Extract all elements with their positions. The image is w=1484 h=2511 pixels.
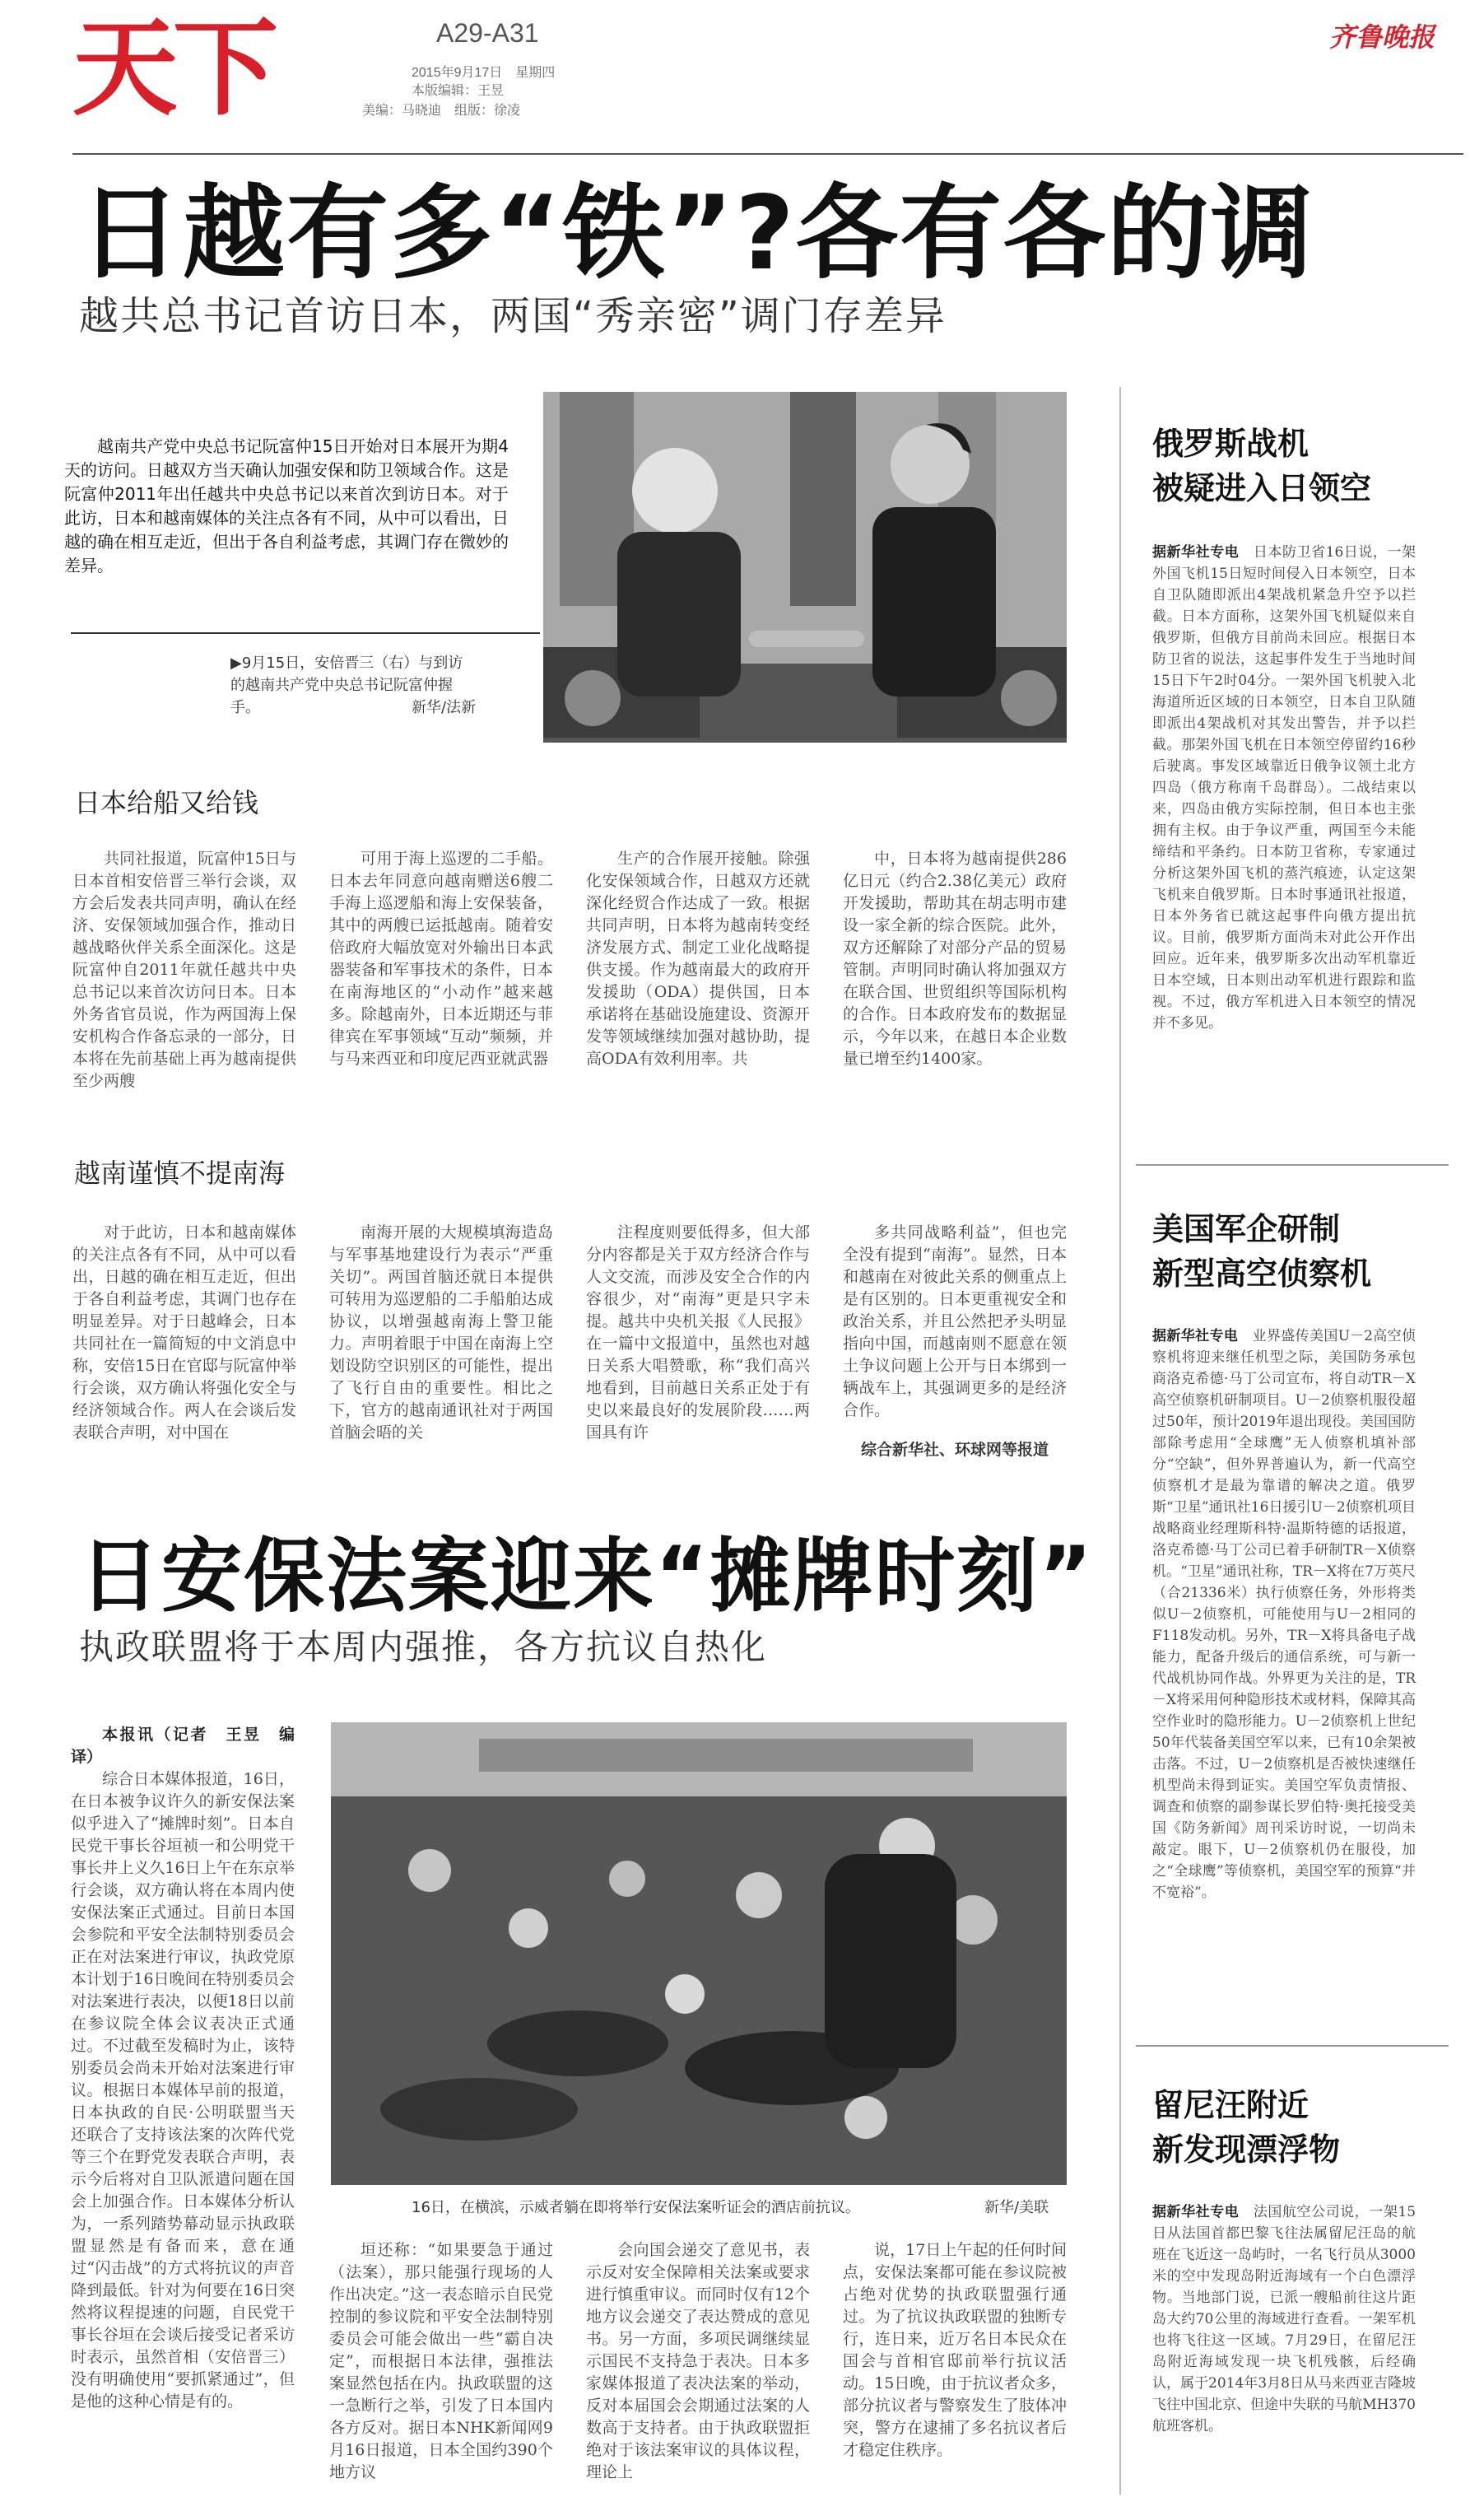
story2-photo-caption: 16日，在横滨，示威者躺在即将举行安保法案听证会的酒店前抗议。 (412, 2199, 860, 2216)
lead-divider (71, 632, 540, 634)
section1-title: 日本给船又给钱 (74, 787, 259, 818)
sidebar-divider (1119, 387, 1121, 2495)
section2-col2: 南海开展的大规模填海造岛与军事基地建设行为表示“严重关切”。两国首脑还就日本提供可转用为巡逻船的二手船舶达成协议，以增强越南海上警卫能力。声明着眼于中国在南海上空划设防空识别区的可能性，提出了飞行自由的重要性。相比之下，官方的越南通讯社对于两国首脑会晤的关 (329, 1223, 553, 1442)
page-range: A29-A31 (436, 18, 539, 48)
story2-photo-credit: 新华/美联 (984, 2199, 1049, 2216)
sidebar-story2-title: 美国军企研制 新型高空侦察机 (1152, 1211, 1372, 1292)
section2-col3: 注程度则要低得多，但大部分内容都是关于双方经济合作与人文交流，而涉及安全合作的内容很少，对“南海”更是只字未提。越共中央机关报《人民报》在一篇中文报道中，虽然也对越日关系大唱赞歌，称“我们高兴地看到，目前越日关系正处于有史以来最良好的发展阶段……两国具有许 (586, 1223, 810, 1442)
sidebar-separator-1 (1136, 1164, 1449, 1166)
page-editor: 本版编辑：王昱 (412, 84, 505, 98)
story1-photo-caption: ▶9月15日，安倍晋三（右）与到访的越南共产党中央总书记阮富仲握手。 (230, 655, 463, 716)
sidebar-story1-body: 据新华社专电 日本防卫省16日说，一架外国飞机15日短时间侵入日本领空，日本自卫队随即派出4架战机紧急升空予以拦截。日本方面称，这架外国飞机疑似来自俄罗斯，但俄方目前尚未回应。根据日本防卫省的说法，这起事件发生于当地时间15日下午2时04分。一架外国飞机驶入北海道所近区域的日本领空，日本自卫队随即派出4架战机对其发出警告，并予以拦截。那架外国飞机在日本领空停留约16秒后驶离。事发区域靠近日俄争议领土北方四岛（俄方称南千岛群岛）。二战结束以来，四岛由俄方实际控制，但日本也主张拥有主权。由于争议严重，两国至今未能缔结和平条约。日本防卫省称，专家通过分析这架外国飞机的蒸汽痕迹，认定这架飞机来自俄罗斯。日本时事通讯社报道，日本外务省已就这起事件向俄方提出抗议。目前，俄罗斯方面尚未对此公开作出回应。近年来，俄罗斯多次出动军机靠近日本空域，日本则出动军机进行跟踪和监视。不过，俄方军机进入日本领空的情况并不多见。 (1152, 544, 1417, 1032)
story1-headline: 日越有多“铁”?各有各的调 (79, 175, 1314, 293)
sidebar-story3-title: 留尼汪附近 新发现漂浮物 (1152, 2087, 1341, 2168)
story2-col1: 综合日本媒体报道，16日，在日本被争议许久的新安保法案似乎进入了“摊牌时刻”。日本自民党干事长谷垣祯一和公明党干事长井上义久16日上午在东京举行会谈，双方确认将在本周内使安保法案正式通过。目前日本国会参院和平安全法制特别委员会正在对法案进行审议，执政党原本计划于16日晚间在特别委员会对法案进行表决，以便18日以前在参议院全体会议表决正式通过。不过截至发稿时为止，该特别委员会尚未开始对法案进行审议。根据日本媒体早前的报道，日本执政的自民·公明联盟当天还联合了支持该法案的次阵代党等三个在野党发表联合声明，表示今后将对自卫队派遣问题在国会上加强合作。日本媒体分析认为，一系列踏势幕动显示执政联盟显然是有备而来，意在通过“闪击战”的方式将抗议的声音降到最低。针对为何要在16日突然将议程提速的问题，自民党干事长谷垣在会谈后接受记者采访时表示，虽然首相（安倍晋三）没有明确使用“要抓紧通过”，但是他的这种心情是有的。 (71, 1770, 295, 2411)
issue-date: 2015年9月17日 星期四 (412, 66, 556, 80)
story1-subhead: 越共总书记首访日本，两国“秀亲密”调门存差异 (79, 293, 947, 339)
story2-col4: 说，17日上午起的任何时间点，安保法案都可能在参议院被占绝对优势的执政联盟强行通过。为了抗议执政联盟的独断专行，连日来，近万名日本民众在国会与首相官邸前举行抗议活动。15日晚，由于抗议者众多，部分抗议者与警察发生了肢体冲突，警方在逮捕了多名抗议者后才稳定住秩序。 (843, 2241, 1067, 2459)
story2-photo-protest (331, 1722, 1067, 2185)
section2-col4: 多共同战略利益”，但也完全没有提到“南海”。显然，日本和越南在对彼此关系的侧重点上是有区别的。日本更重视安全和政治关系，并且公然把矛头明显指向中国，而越南则不愿意在领土争议问题上公开与日本绑到一辆战车上，其强调更多的是经济合作。 (843, 1223, 1067, 1419)
sidebar-story2-body: 据新华社专电 业界盛传美国U－2高空侦察机将迎来继任机型之际，美国防务承包商洛克希德·马丁公司宣布，将自动TR－X高空侦察机研制项目。U－2侦察机服役超过50年，预计2019年退出现役。美国国防部除考虑用“全球鹰”无人侦察机填补部分“空缺”，但外界普遍认为，新一代高空侦察机才是最为靠谱的解决之道。俄罗斯“卫星”通讯社16日援引U－2侦察机项目战略商业经理斯科特·温斯特德的话报道，洛克希德·马丁公司已着手研制TR－X侦察机。“卫星”通讯社称，TR－X将在7万英尺（合21336米）执行侦察任务，外形将类似U－2侦察机，可能使用与U－2相同的F118发动机。另外，TR－X将具备电子战能力，配备升级后的通信系统，可与新一代战机协同作战。外界更为关注的是，TR－X将采用何种隐形技术或材料，保障其高空作业时的隐形能力。U－2侦察机上世纪50年代装备美国空军以来，已有10余架被击落。不过，U－2侦察机是否被快速继任机型尚未得到证实。美国空军负责情报、调查和侦察的副参谋长罗伯特·奥托接受美国《防务新闻》周刊采访时说，一切尚未敲定。眼下，U－2侦察机仍在服役，加之“全球鹰”等侦察机，美国空军的预算“并不宽裕”。 (1152, 1328, 1417, 1901)
masthead-rule (72, 153, 1463, 155)
sidebar-story3-body: 据新华社专电 法国航空公司说，一架15日从法国首都巴黎飞往法属留尼汪岛的航班在飞近这一岛屿时，一名飞行员从3000米的空中发现岛附近海域有一个白色漂浮物。当地部门说，已派一艘船前往这片距岛大约70公里的海域进行查看。一架军机也将飞往这一区域。7月29日，在留尼汪岛附近海域发现一块飞机残骸，后经确认，属于2014年3月8日从马来西亚吉隆坡飞往中国北京、但途中失联的马航MH370航班客机。 (1152, 2204, 1417, 2434)
section-logo: 天下 (72, 7, 274, 130)
newspaper-logo: 齐鲁晚报 (1328, 21, 1435, 53)
story2-col2: 垣还称：“如果要急于通过（法案），那只能强行现场的人作出决定。”这一表态暗示自民党控制的参议院和平安全法制特别委员会可能会做出一些“霸自决定”，而根据日本法律，强推法案显然包括在内。执政联盟的这一急断行之举，引发了日本国内各方反对。据日本NHK新闻网9月16日报道，日本全国约390个地方议 (329, 2241, 553, 2481)
section2-col1: 对于此访，日本和越南媒体的关注点各有不同，从中可以看出，日越的确在相互走近，但出于各自利益考虑，其调门也存在明显差异。对于日越峰会，日本共同社在一篇简短的中文消息中称，安倍15日在官邸与阮富仲举行会谈，双方确认将强化安全与经济领域合作。两人在会谈后发表联合声明，对中国在 (72, 1223, 296, 1442)
story1-lead: 越南共产党中央总书记阮富仲15日开始对日本展开为期4天的访问。日越双方当天确认加强安保和防卫领域合作。这是阮富仲2011年出任越共中央总书记以来首次到访日本。对于此访，日本和越南媒体的关注点各有不同，从中可以看出，日越的确在相互走近，但出于各自利益考虑，其调门存在微妙的差异。 (64, 436, 509, 575)
section1-col1: 共同社报道，阮富仲15日与日本首相安倍晋三举行会谈，双方会后发表共同声明，确认在经济、安保领域加强合作，推动日越战略伙伴关系全面深化。这是阮富仲自2011年就任越共中央总书记以来首次访问日本。日本外务省官员说，作为两国海上保安机构合作备忘录的一部分，日本将在先前基础上再为越南提供至少两艘 (72, 850, 296, 1090)
page-designer: 美编：马晓迪 组版：徐凌 (362, 104, 521, 118)
story2-byline: 本报讯（记者 王昱 编译） (71, 1726, 295, 1766)
section1-col4: 中，日本将为越南提供286亿日元（约合2.38亿美元）政府开发援助，帮助其在胡志明市建设一家全新的综合医院。此外，双方还解除了对部分产品的贸易管制。声明同时确认将加强双方在联合国、世贸组织等国际机构的合作。日本政府发布的数据显示，今年以来，在越日本企业数量已增至约1400家。 (843, 850, 1067, 1068)
story1-photo-handshake (543, 392, 1067, 743)
section1-col3: 生产的合作展开接触。除强化安保领域合作，日越双方还就深化经贸合作达成了一致。根据共同声明，日本将为越南转变经济发展方式、制定工业化战略提供支援。作为越南最大的政府开发援助（ODA）提供国，日本承诺将在基础设施建设、资源开发等领域继续加强对越协助，提高ODA有效利用率。共 (586, 850, 810, 1068)
story2-col3: 会向国会递交了意见书，表示反对安全保障相关法案或要求进行慎重审议。而同时仅有12个地方议会递交了表达赞成的意见书。另一方面，多项民调继续显示国民不支持急于表决。日本多家媒体报道了表决法案的举动，反对本届国会会期通过法案的人数高于支持者。由于执政联盟拒绝对于该法案审议的具体议程，理论上 (586, 2241, 810, 2481)
section2-title: 越南谨慎不提南海 (74, 1158, 286, 1189)
story1-photo-credit: 新华/法新 (412, 699, 477, 716)
sidebar-story1-title: 俄罗斯战机 被疑进入日领空 (1152, 426, 1372, 506)
section1-col2: 可用于海上巡逻的二手船。日本去年同意向越南赠送6艘二手海上巡逻船和海上安保装备，其中的两艘已运抵越南。随着安倍政府大幅放宽对外输出日本武器装备和军事技术的条件，日本在南海地区的“小动作”越来越多。除越南外，日本近期还与菲律宾在军事领域“互动”频频，并与马来西亚和印度尼西亚就武器 (329, 850, 553, 1068)
story2-subhead: 执政联盟将于本周内强推，各方抗议自热化 (79, 1627, 768, 1667)
story2-headline: 日安保法案迎来“摊牌时刻” (79, 1530, 1094, 1624)
sidebar-separator-2 (1136, 2045, 1449, 2047)
story1-source: 综合新华社、环球网等报道 (861, 1441, 1049, 1459)
